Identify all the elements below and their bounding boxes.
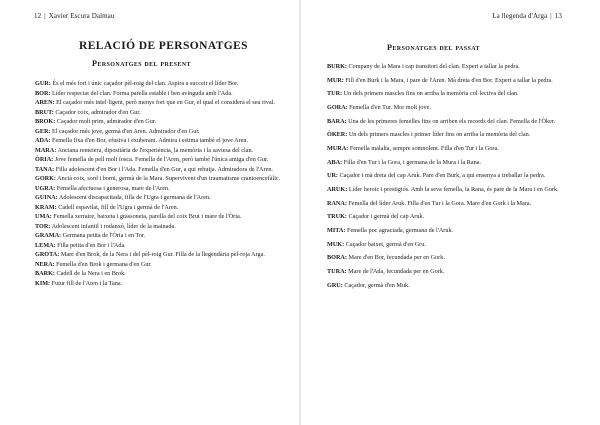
character-name: TOR: [35,222,51,230]
character-description: Mare d'en Brok, de la Nera i del pèl-roig Gur. Filla de la llegendària pèl-roja Arga. [59,251,265,258]
character-entry [327,62,567,71]
character-name: ADA: [35,137,51,144]
character-list-present [35,79,281,288]
character-name: GER: [35,127,51,135]
book-title: La llegenda d'Arga [492,12,548,20]
character-name: GUINA: [35,194,58,201]
character-name: MUK: [327,240,345,248]
character-entry [35,127,281,136]
character-entry [35,241,281,250]
character-description: Filla adolescent d'en Bor i l'Ada. Femella d'en Gur, a qui rebutja. Admiradora de l'Aren. [54,165,273,173]
character-entry [35,155,281,164]
character-entry [35,269,281,278]
character-entry [327,76,567,85]
character-description: Femella malalta, sempre somnolent. Filla d'en Tur i la Gora. [348,144,499,152]
character-name: UGRA: [35,184,56,192]
character-name: UR: [327,172,338,180]
character-name: ABA: [327,158,343,166]
character-description: Caçador, germà d'en Muk. [342,281,410,289]
character-entry [35,146,281,155]
character-name: KRAM: [35,203,57,211]
character-entry [35,260,281,269]
character-entry [35,117,281,126]
character-entry [35,212,281,221]
character-description: Filla d'en Tur i la Gora, i germana de la Mura i la Rana. [342,158,482,166]
character-name: GORK: [35,175,56,182]
character-name: RANA: [327,199,347,207]
page-title: RELACIÓ DE PERSONATGES [79,40,248,52]
character-description: Futur fill de l'Aren i la Tana. [50,279,123,287]
character-description: El caçador més intel·ligent, però menys fort que en Gur, el qual el considera el seu rival. [54,99,275,106]
right-page-number: 13 [554,12,562,20]
left-page [0,0,299,425]
character-name: GUR: [35,80,51,87]
character-description: Caçador i mà dreta del cap Aruk. Pare d'en Burk, a qui ensenya a treballar la pedra. [338,172,546,180]
character-name: NERA: [35,260,55,268]
character-name: GORA: [327,103,348,111]
character-description: Mare de l'Ada, fecundada per en Gork. [346,267,445,275]
character-entry [35,89,281,98]
character-name: MITA: [327,226,346,234]
character-name: ÒRIA: [35,156,54,163]
character-name: TURA: [327,267,347,275]
character-name: BARA: [327,117,347,125]
character-description: Líder respectat del clan. Forma parella estable i ben avinguda amb l'Ada. [50,89,233,97]
character-description: És el més fort i únic caçador pèl-roig del clan. Aspira a succeir el líder Bor. [50,80,239,87]
left-running-head [34,12,114,20]
character-entry [35,250,281,259]
character-description: Anciana remeiera, dipositària de l'experiència, la memòria i la saviesa del clan. [56,146,254,154]
character-description: Femella poc agraciada, germana de l'Aruk. [345,226,454,234]
character-description: Cadell espavilat, fill de l'Ugra i germà de l'Aren. [56,203,179,211]
character-entry [327,253,567,262]
character-entry [327,212,567,221]
character-description: Un dels primers mascles fins on arriba la memòria col·lectiva del clan. [342,90,519,98]
character-description: Mare d'en Bor, fecundada per en Gork. [346,254,445,262]
character-entry [35,136,281,145]
character-entry [327,89,567,98]
character-description: Femella del líder Aruk. Filla d'en Tur i la Gora. Mare d'en Gork i la Mara. [346,199,532,207]
character-entry [327,226,567,235]
author-name: Xavier Escura Dalmau [48,12,115,20]
character-description: Una de les primeres femelles fins on arriben els records del clan. Femella de l'Òker. [346,117,556,125]
character-name: MARA: [35,146,57,154]
character-description: Femella xerraire, baixeta i grassoneta, parella del coix Brut i mare de l'Òria. [51,213,242,220]
right-page [301,0,600,425]
character-name: TRUK: [327,213,347,221]
character-entry [35,108,281,117]
character-description: Un dels primers mascles i primer líder fins on arriba la memòria del clan. [347,131,531,139]
character-list-past [327,62,567,294]
character-description: Femella fixa d'en Bor, efusiva i exuberant. Admira i estima també el jove Aren. [50,137,249,144]
character-entry [327,171,567,180]
character-name: BORA: [327,254,347,262]
character-name: UMA: [35,213,52,220]
character-name: GRAMA: [35,232,62,239]
character-description: Femella d'en Tur. Mor molt jove. [347,103,431,111]
character-entry [327,281,567,290]
character-description: Adolescent infantil i rodanxó, líder de la mainada. [50,222,176,230]
character-description: Fill d'en Burk i la Mara, i pare de l'Aren. Mà dreta d'en Bor. Expert a tallar la pedra. [343,76,553,84]
character-description: Jove femella de pell molt fosca. Femella de l'Aren, però també l'única amiga d'en Gur. [53,156,269,163]
character-entry [35,203,281,212]
character-entry [35,174,281,183]
character-name: BOR: [35,89,51,97]
character-description: Ancià coix, sord i borni, germà de la Mara. Supervivent d'un traumatisme cranioencefàlic. [55,175,281,182]
character-name: BARK: [35,270,55,277]
character-entry [327,267,567,276]
character-entry [35,222,281,231]
character-entry [327,103,567,112]
character-description: Líder heroic i prestigiós. Amb la seva femella, la Rana, és pare de la Mara i en Gork. [347,185,559,193]
section-title-past: Personatges del passat [387,43,480,52]
character-entry [35,184,281,193]
character-description: El caçador més jove, germà d'en Aren. Admirador d'en Gur. [50,127,200,135]
character-name: ARUK: [327,185,348,193]
character-name: BRUT: [35,108,54,116]
character-name: BURK: [327,63,347,70]
character-description: Caçador baixet, germà d'en Gru. [344,240,426,248]
character-entry [327,240,567,249]
character-entry [35,98,281,107]
character-description: Adolescent discapacitada, filla de l'Ugra i germana de l'Aren. [57,194,211,201]
character-description: Caçador i germà del cap Aruk. [346,213,425,221]
character-entry [327,158,567,167]
character-description: Femella afectuosa i generosa, mare de l'Aren. [55,184,170,192]
left-page-number: 12 [34,12,42,20]
character-entry [35,165,281,174]
character-entry [327,130,567,139]
character-description: Company de la Mara i cap transitori del clan. Expert a tallar la pedra. [346,63,520,70]
character-description: Femella d'en Brok i germana d'en Gur. [54,260,152,268]
character-description: Filla petita d'en Bor i l'Ada. [55,241,126,249]
character-name: MUR: [327,76,344,84]
character-entry [35,193,281,202]
character-entry [35,231,281,240]
character-name: TUR: [327,90,343,98]
character-entry [327,117,567,126]
character-entry [327,199,567,208]
character-entry [327,185,567,194]
character-entry [327,144,567,153]
character-name: GRU: [327,281,343,289]
character-name: ÒKER: [327,131,348,139]
character-name: MURA: [327,144,349,152]
left-header-separator: | [44,12,46,20]
character-name: TANA: [35,165,55,173]
character-entry [35,79,281,88]
character-description: Cadell de la Nera i en Brok. [54,270,126,277]
character-name: AREN: [35,99,55,106]
section-title-present: Personatges del present [92,59,191,68]
character-name: LEMA: [35,241,56,249]
right-header-separator: | [550,12,552,20]
character-description: Germana petita de l'Òria i en Tor. [61,232,146,239]
character-description: Caçador molt prim, admirador d'en Gur. [55,118,157,125]
character-description: Caçador coix, admirador d'en Gur. [53,108,141,116]
character-name: GROTA: [35,251,60,258]
character-name: BROK: [35,118,56,125]
character-entry [35,279,281,288]
right-running-head [492,12,562,20]
character-name: KIM: [35,279,51,287]
